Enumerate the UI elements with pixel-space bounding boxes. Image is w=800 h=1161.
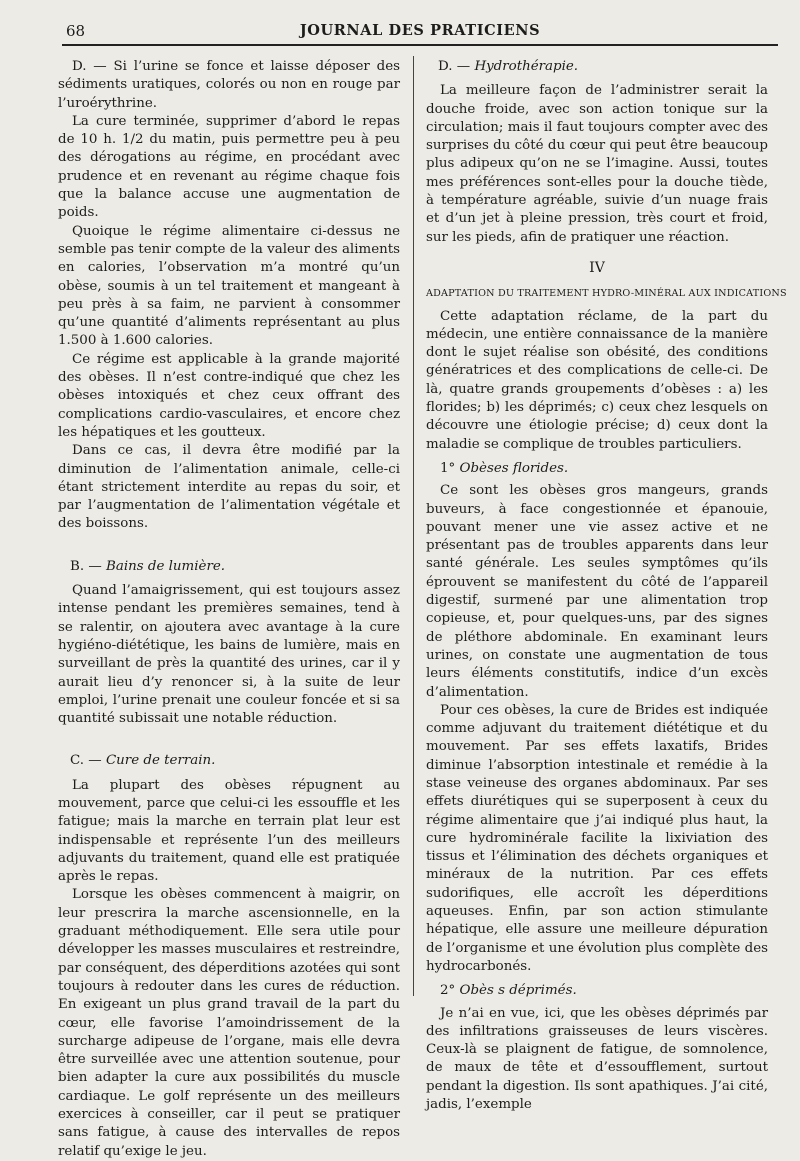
paragraph: Cette adaptation réclame, de la part du médecin, une entière connaissance de la manière dont le sujet réalise son obésité, des conditions génératrices et des complications de celle-ci. De là, quatre grands groupements d’obèses : a) les florides; b) les déprimés; c) ceux chez lesquels on découvre une étiologie précise; d) ceux dont la maladie se complique de troubles particuliers.	[426, 308, 768, 452]
paragraph: D. — Si l’urine se fonce et laisse déposer des sédiments uratiques, colorés ou non en rouge par l’uroérythrine.	[58, 59, 400, 111]
subsection-title: Obèses florides.	[459, 460, 569, 476]
section-letter: B. —	[70, 558, 102, 574]
section-title: Hydrothérapie.	[474, 59, 579, 74]
section-heading-b	[58, 558, 400, 576]
column-divider	[413, 56, 414, 996]
subsection-heading-2	[426, 982, 768, 1000]
paragraph: Ce sont les obèses gros mangeurs, grands buveurs, à face congestionnée et épanouie, pouvant mener une vie assez active et ne présentant pas de troubles apparents dans leur santé générale. Les seules symptômes qu’ils éprouvent se manifestent du côté de l’appareil digestif, surmené par une alimentation trop copieuse, et, pour quelques-uns, par des signes de pléthore abdominale. En examinant leurs urines, on constate une augmentation de tous leurs éléments constitutifs, indice d’un excès d’alimentation.	[426, 483, 768, 700]
subsection-title: Obès s déprimés.	[459, 983, 577, 999]
paragraph: Lorsque les obèses commencent à maigrir, on leur prescrira la marche ascensionnelle, en la graduant méthodiquement. Elle sera utile pour développer les masses musculaires et restreindre, par conséquent, des déperditions azotées qui sont toujours à redouter dans les cures de réduction. En exigeant un plus grand travail de la part du cœur, elle favorise l’amoindrissement de la surcharge adipeuse de l’organe, mais elle devra être surveillée avec une attention soutenue, pour bien adapter la cure aux possibilités du muscle cardiaque. Le golf représente un des meilleurs exercices à conseiller, car il peut se pratiquer sans fatigue, à cause des intervalles de repos relatif qu’exige le jeu.	[58, 887, 400, 1159]
page-number: 68	[66, 22, 86, 40]
left-column	[58, 58, 400, 1161]
running-title: JOURNAL DES PRATICIENS	[299, 22, 541, 39]
section-title: Bains de lumière.	[106, 558, 226, 574]
paragraph: Je n’ai en vue, ici, que les obèses déprimés par des infiltrations graisseuses de leurs viscères. Ceux-là se plaignent de fatigue, de somnolence, de maux de tête et d’essoufflement, surtout pendant la digestion. Ils sont apathiques. J’ai cité, jadis, l’exemple	[426, 1005, 768, 1113]
paragraph: Quand l’amaigrissement, qui est toujours assez intense pendant les premières semaines, tend à se ralentir, on ajoutera avec avantage à la cure hygiéno-diététique, les bains de lumière, mais en surveillant de près la quantité des urines, car il y aurait lieu d’y renoncer si, à la suite de leur emploi, l’urine prenait une couleur foncée et si sa quantité subissait une notable réduction.	[58, 583, 400, 727]
section-letter: C. —	[70, 753, 102, 769]
paragraph: Ce régime est applicable à la grande majorité des obèses. Il n’est contre-indiqué que chez les obèses intoxiqués et chez ceux offrant des complications cardio-vasculaires, et encore chez les hépatiques et les goutteux.	[58, 351, 400, 440]
subsection-number: 1°	[440, 460, 456, 476]
paragraph: La plupart des obèses répugnent au mouvement, parce que celui-ci les essouffle et les fatigue; mais la marche en terrain plat leur est indispensable et représente l’un des meilleurs adjuvants du traitement, quand elle est pratiquée après le repas.	[58, 777, 400, 885]
section-letter: D. —	[438, 59, 471, 74]
chapter-heading: ADAPTATION DU TRAITEMENT HYDRO-MINÉRAL AUX INDICATIONS	[426, 288, 787, 300]
right-column	[426, 58, 787, 1114]
section-title: Cure de terrain.	[105, 753, 216, 769]
paragraph: Quoique le régime alimentaire ci-dessus ne semble pas tenir compte de la valeur des aliments en calories, l’observation m’a montré qu’un obèse, soumis à un tel traitement et mangeant à peu près à sa faim, ne parvient à consommer qu’une quantité d’aliments représentant au plus 1.500 à 1.600 calories.	[58, 223, 400, 349]
chapter-number: IV	[589, 259, 605, 276]
subsection-number: 2°	[440, 983, 456, 999]
paragraph: La meilleure façon de l’administrer serait la douche froide, avec son action tonique sur la circulation; mais il faut toujours compter avec des surprises du côté du cœur qui peut être beaucoup plus adipeux qu’on ne se l’imagine. Aussi, toutes mes préférences sont-elles pour la douche tiède, à température agréable, suivie d’un nuage frais et d’un jet à pleine pression, très court et froid, sur les pieds, afin de pratiquer une réaction.	[426, 83, 768, 245]
section-heading-d	[426, 58, 768, 76]
subsection-heading-1	[426, 460, 768, 478]
paragraph: Dans ce cas, il devra être modifié par la diminution de l’alimentation animale, celle-ci étant strictement interdite au repas du soir, et par l’augmentation de l’alimentation végétale et des boissons.	[58, 443, 400, 532]
page-header	[62, 18, 778, 46]
paragraph: La cure terminée, supprimer d’abord le repas de 10 h. 1/2 du matin, puis permettre peu à peu des dérogations au régime, en procédant avec prudence et en revenant au régime chaque fois que la balance accuse une augmentation de poids.	[58, 113, 400, 221]
paragraph: Pour ces obèses, la cure de Brides est indiquée comme adjuvant du traitement diététique et du mouvement. Par ses effets laxatifs, Brides diminue l’absorption intestinale et remédie à la stase veineuse des organes abdominaux. Par ses effets diurétiques qui se superposent à ceux du régime alimentaire que j’ai indiqué plus haut, la cure hydrominérale facilite la lixiviation des tissus et l’élimination des déchets organiques et minéraux de la nutrition. Par ces effets sudorifiques, elle accroît les déperditions aqueuses. Enfin, par son action stimulante hépatique, elle assure une meilleure dépuration de l’organisme et une évolution plus complète des hydrocarbonés.	[426, 702, 768, 974]
section-heading-c	[58, 752, 400, 770]
